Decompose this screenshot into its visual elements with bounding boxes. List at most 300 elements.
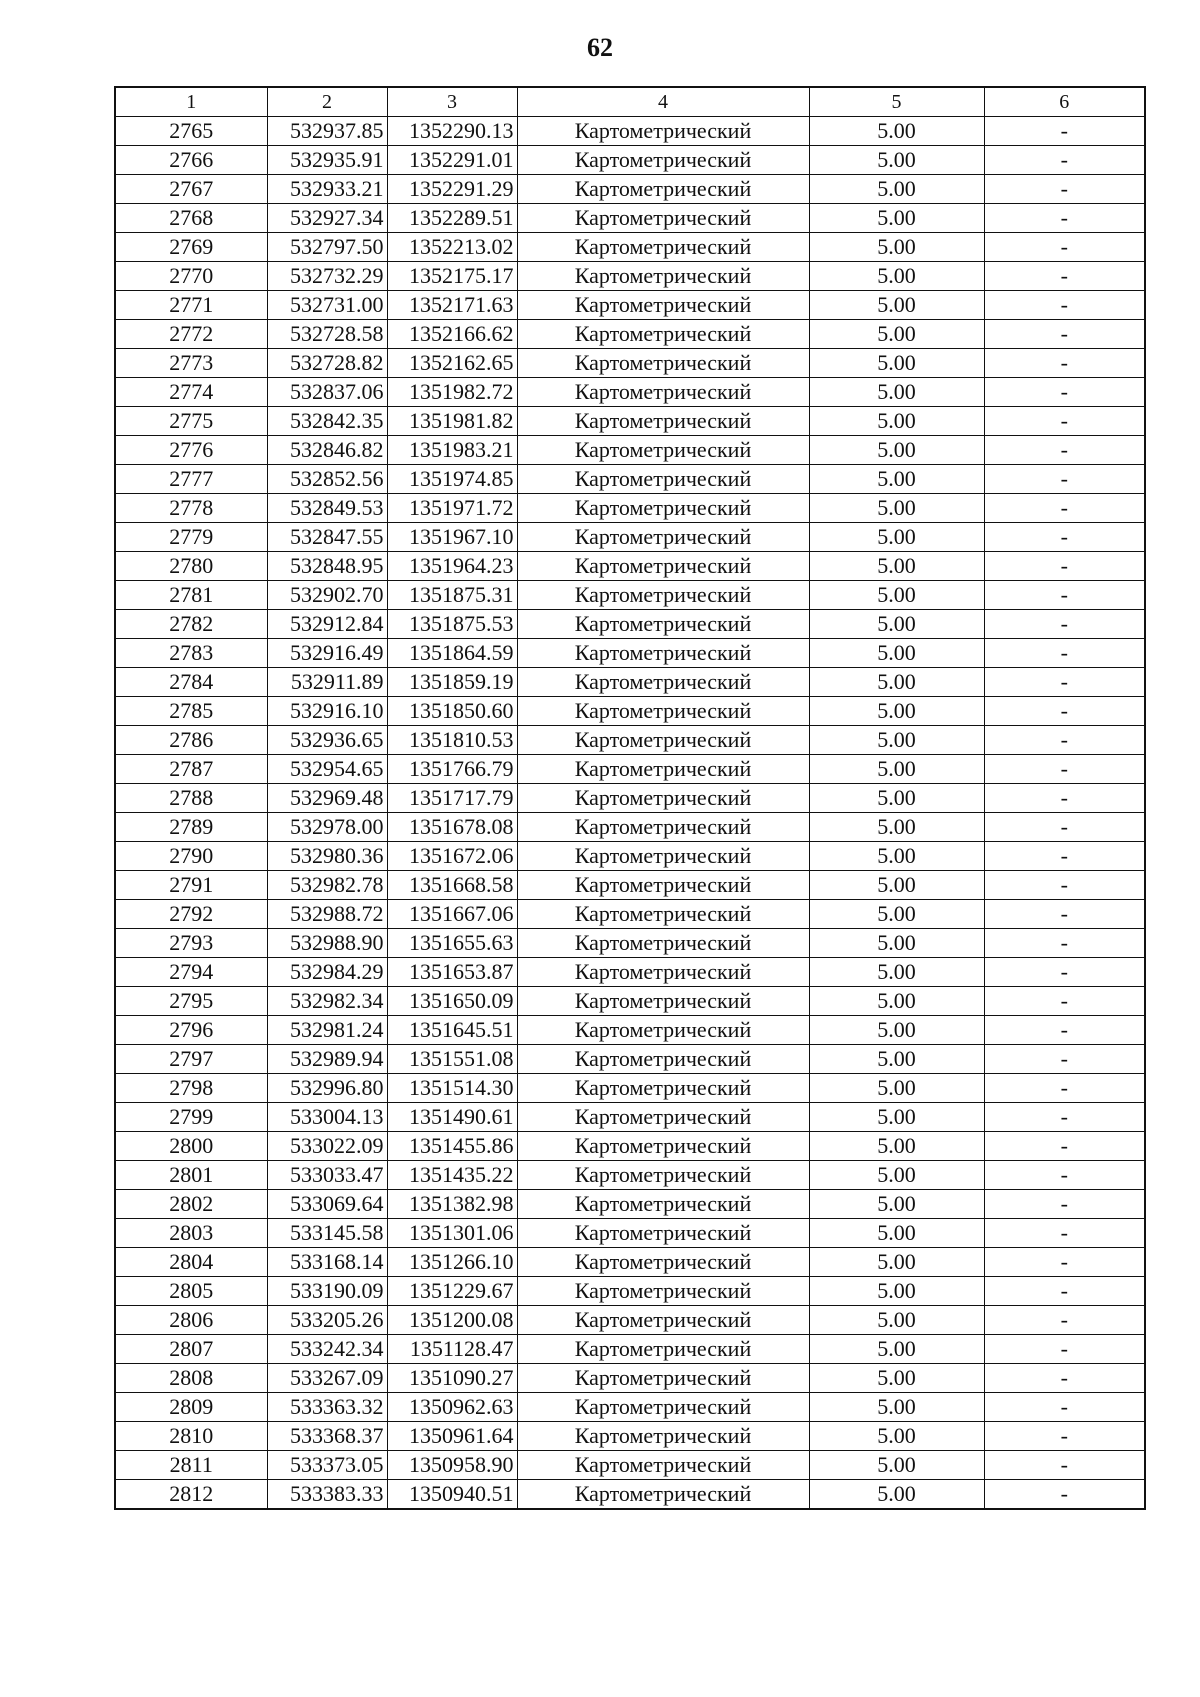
x-coordinate-cell: 532846.82 xyxy=(267,436,387,465)
table-row xyxy=(115,697,1145,726)
point-number-cell: 2791 xyxy=(115,871,267,900)
point-number-cell: 2787 xyxy=(115,755,267,784)
table-row xyxy=(115,320,1145,349)
accuracy-cell: 5.00 xyxy=(809,1045,984,1074)
method-cell: Картометрический xyxy=(517,755,809,784)
accuracy-cell: 5.00 xyxy=(809,1480,984,1510)
accuracy-cell: 5.00 xyxy=(809,755,984,784)
x-coordinate-cell: 532980.36 xyxy=(267,842,387,871)
table-row xyxy=(115,1422,1145,1451)
column-header-3: 3 xyxy=(387,87,517,117)
column-header-4: 4 xyxy=(517,87,809,117)
table-row xyxy=(115,900,1145,929)
method-cell: Картометрический xyxy=(517,726,809,755)
y-coordinate-cell: 1351717.79 xyxy=(387,784,517,813)
y-coordinate-cell: 1351981.82 xyxy=(387,407,517,436)
x-coordinate-cell: 532732.29 xyxy=(267,262,387,291)
method-cell: Картометрический xyxy=(517,871,809,900)
y-coordinate-cell: 1352291.29 xyxy=(387,175,517,204)
note-cell: - xyxy=(984,436,1145,465)
table-row xyxy=(115,494,1145,523)
x-coordinate-cell: 533190.09 xyxy=(267,1277,387,1306)
note-cell: - xyxy=(984,1422,1145,1451)
method-cell: Картометрический xyxy=(517,523,809,552)
point-number-cell: 2808 xyxy=(115,1364,267,1393)
table-row xyxy=(115,407,1145,436)
accuracy-cell: 5.00 xyxy=(809,1422,984,1451)
point-number-cell: 2786 xyxy=(115,726,267,755)
point-number-cell: 2770 xyxy=(115,262,267,291)
accuracy-cell: 5.00 xyxy=(809,1161,984,1190)
y-coordinate-cell: 1351974.85 xyxy=(387,465,517,494)
accuracy-cell: 5.00 xyxy=(809,1219,984,1248)
method-cell: Картометрический xyxy=(517,320,809,349)
note-cell: - xyxy=(984,726,1145,755)
y-coordinate-cell: 1351810.53 xyxy=(387,726,517,755)
accuracy-cell: 5.00 xyxy=(809,262,984,291)
x-coordinate-cell: 532989.94 xyxy=(267,1045,387,1074)
note-cell: - xyxy=(984,146,1145,175)
y-coordinate-cell: 1352291.01 xyxy=(387,146,517,175)
point-number-cell: 2765 xyxy=(115,117,267,146)
point-number-cell: 2782 xyxy=(115,610,267,639)
point-number-cell: 2795 xyxy=(115,987,267,1016)
x-coordinate-cell: 533267.09 xyxy=(267,1364,387,1393)
method-cell: Картометрический xyxy=(517,842,809,871)
accuracy-cell: 5.00 xyxy=(809,871,984,900)
y-coordinate-cell: 1351435.22 xyxy=(387,1161,517,1190)
accuracy-cell: 5.00 xyxy=(809,958,984,987)
note-cell: - xyxy=(984,349,1145,378)
note-cell: - xyxy=(984,1103,1145,1132)
y-coordinate-cell: 1351875.53 xyxy=(387,610,517,639)
y-coordinate-cell: 1351229.67 xyxy=(387,1277,517,1306)
y-coordinate-cell: 1351668.58 xyxy=(387,871,517,900)
y-coordinate-cell: 1351766.79 xyxy=(387,755,517,784)
method-cell: Картометрический xyxy=(517,1393,809,1422)
note-cell: - xyxy=(984,755,1145,784)
point-number-cell: 2799 xyxy=(115,1103,267,1132)
table-row xyxy=(115,813,1145,842)
method-cell: Картометрический xyxy=(517,987,809,1016)
note-cell: - xyxy=(984,784,1145,813)
note-cell: - xyxy=(984,958,1145,987)
table-row xyxy=(115,1335,1145,1364)
accuracy-cell: 5.00 xyxy=(809,1103,984,1132)
point-number-cell: 2812 xyxy=(115,1480,267,1510)
note-cell: - xyxy=(984,900,1145,929)
method-cell: Картометрический xyxy=(517,697,809,726)
table-row xyxy=(115,175,1145,204)
column-header-2: 2 xyxy=(267,87,387,117)
table-row xyxy=(115,958,1145,987)
note-cell: - xyxy=(984,987,1145,1016)
point-number-cell: 2774 xyxy=(115,378,267,407)
accuracy-cell: 5.00 xyxy=(809,407,984,436)
accuracy-cell: 5.00 xyxy=(809,349,984,378)
x-coordinate-cell: 532728.82 xyxy=(267,349,387,378)
method-cell: Картометрический xyxy=(517,233,809,262)
table-row xyxy=(115,552,1145,581)
point-number-cell: 2772 xyxy=(115,320,267,349)
point-number-cell: 2804 xyxy=(115,1248,267,1277)
note-cell: - xyxy=(984,117,1145,146)
y-coordinate-cell: 1351983.21 xyxy=(387,436,517,465)
note-cell: - xyxy=(984,1451,1145,1480)
table-row xyxy=(115,1306,1145,1335)
note-cell: - xyxy=(984,813,1145,842)
method-cell: Картометрический xyxy=(517,1422,809,1451)
point-number-cell: 2792 xyxy=(115,900,267,929)
table-row xyxy=(115,726,1145,755)
point-number-cell: 2784 xyxy=(115,668,267,697)
method-cell: Картометрический xyxy=(517,1451,809,1480)
table-row xyxy=(115,291,1145,320)
note-cell: - xyxy=(984,1219,1145,1248)
y-coordinate-cell: 1351090.27 xyxy=(387,1364,517,1393)
point-number-cell: 2805 xyxy=(115,1277,267,1306)
coordinates-table xyxy=(114,86,1146,1510)
x-coordinate-cell: 532731.00 xyxy=(267,291,387,320)
method-cell: Картометрический xyxy=(517,552,809,581)
table-row xyxy=(115,1248,1145,1277)
x-coordinate-cell: 532988.72 xyxy=(267,900,387,929)
accuracy-cell: 5.00 xyxy=(809,784,984,813)
method-cell: Картометрический xyxy=(517,1364,809,1393)
y-coordinate-cell: 1351964.23 xyxy=(387,552,517,581)
note-cell: - xyxy=(984,1248,1145,1277)
y-coordinate-cell: 1351490.61 xyxy=(387,1103,517,1132)
accuracy-cell: 5.00 xyxy=(809,813,984,842)
table-row xyxy=(115,1132,1145,1161)
y-coordinate-cell: 1351382.98 xyxy=(387,1190,517,1219)
point-number-cell: 2785 xyxy=(115,697,267,726)
point-number-cell: 2781 xyxy=(115,581,267,610)
note-cell: - xyxy=(984,1364,1145,1393)
note-cell: - xyxy=(984,1393,1145,1422)
method-cell: Картометрический xyxy=(517,900,809,929)
x-coordinate-cell: 533069.64 xyxy=(267,1190,387,1219)
table-row xyxy=(115,146,1145,175)
accuracy-cell: 5.00 xyxy=(809,900,984,929)
table-row xyxy=(115,465,1145,494)
table-row xyxy=(115,117,1145,146)
x-coordinate-cell: 532988.90 xyxy=(267,929,387,958)
note-cell: - xyxy=(984,1480,1145,1510)
table-row xyxy=(115,1480,1145,1510)
table-row xyxy=(115,262,1145,291)
x-coordinate-cell: 532797.50 xyxy=(267,233,387,262)
method-cell: Картометрический xyxy=(517,1277,809,1306)
note-cell: - xyxy=(984,929,1145,958)
x-coordinate-cell: 532849.53 xyxy=(267,494,387,523)
note-cell: - xyxy=(984,697,1145,726)
accuracy-cell: 5.00 xyxy=(809,146,984,175)
method-cell: Картометрический xyxy=(517,1480,809,1510)
point-number-cell: 2793 xyxy=(115,929,267,958)
y-coordinate-cell: 1351266.10 xyxy=(387,1248,517,1277)
accuracy-cell: 5.00 xyxy=(809,523,984,552)
y-coordinate-cell: 1351655.63 xyxy=(387,929,517,958)
accuracy-cell: 5.00 xyxy=(809,320,984,349)
y-coordinate-cell: 1351551.08 xyxy=(387,1045,517,1074)
y-coordinate-cell: 1351672.06 xyxy=(387,842,517,871)
table-row xyxy=(115,581,1145,610)
accuracy-cell: 5.00 xyxy=(809,639,984,668)
point-number-cell: 2775 xyxy=(115,407,267,436)
x-coordinate-cell: 532916.10 xyxy=(267,697,387,726)
point-number-cell: 2789 xyxy=(115,813,267,842)
x-coordinate-cell: 532984.29 xyxy=(267,958,387,987)
method-cell: Картометрический xyxy=(517,958,809,987)
method-cell: Картометрический xyxy=(517,1016,809,1045)
table-row xyxy=(115,610,1145,639)
method-cell: Картометрический xyxy=(517,175,809,204)
method-cell: Картометрический xyxy=(517,813,809,842)
y-coordinate-cell: 1351678.08 xyxy=(387,813,517,842)
point-number-cell: 2807 xyxy=(115,1335,267,1364)
table-row xyxy=(115,668,1145,697)
y-coordinate-cell: 1351200.08 xyxy=(387,1306,517,1335)
page-number: 62 xyxy=(587,33,613,62)
accuracy-cell: 5.00 xyxy=(809,233,984,262)
note-cell: - xyxy=(984,1335,1145,1364)
method-cell: Картометрический xyxy=(517,639,809,668)
column-header-1: 1 xyxy=(115,87,267,117)
x-coordinate-cell: 533368.37 xyxy=(267,1422,387,1451)
accuracy-cell: 5.00 xyxy=(809,1364,984,1393)
column-header-6: 6 xyxy=(984,87,1145,117)
point-number-cell: 2806 xyxy=(115,1306,267,1335)
note-cell: - xyxy=(984,1277,1145,1306)
y-coordinate-cell: 1352290.13 xyxy=(387,117,517,146)
method-cell: Картометрический xyxy=(517,407,809,436)
x-coordinate-cell: 533205.26 xyxy=(267,1306,387,1335)
note-cell: - xyxy=(984,1074,1145,1103)
x-coordinate-cell: 533168.14 xyxy=(267,1248,387,1277)
accuracy-cell: 5.00 xyxy=(809,1190,984,1219)
method-cell: Картометрический xyxy=(517,1132,809,1161)
table-body xyxy=(115,117,1145,1510)
table-row xyxy=(115,204,1145,233)
table-row xyxy=(115,1190,1145,1219)
accuracy-cell: 5.00 xyxy=(809,494,984,523)
y-coordinate-cell: 1351653.87 xyxy=(387,958,517,987)
x-coordinate-cell: 533033.47 xyxy=(267,1161,387,1190)
accuracy-cell: 5.00 xyxy=(809,378,984,407)
accuracy-cell: 5.00 xyxy=(809,1393,984,1422)
accuracy-cell: 5.00 xyxy=(809,1277,984,1306)
y-coordinate-cell: 1350940.51 xyxy=(387,1480,517,1510)
point-number-cell: 2776 xyxy=(115,436,267,465)
y-coordinate-cell: 1351667.06 xyxy=(387,900,517,929)
x-coordinate-cell: 532847.55 xyxy=(267,523,387,552)
x-coordinate-cell: 532842.35 xyxy=(267,407,387,436)
note-cell: - xyxy=(984,1161,1145,1190)
method-cell: Картометрический xyxy=(517,378,809,407)
accuracy-cell: 5.00 xyxy=(809,1016,984,1045)
accuracy-cell: 5.00 xyxy=(809,668,984,697)
point-number-cell: 2800 xyxy=(115,1132,267,1161)
y-coordinate-cell: 1352162.65 xyxy=(387,349,517,378)
accuracy-cell: 5.00 xyxy=(809,436,984,465)
x-coordinate-cell: 532916.49 xyxy=(267,639,387,668)
table-row xyxy=(115,1219,1145,1248)
note-cell: - xyxy=(984,233,1145,262)
accuracy-cell: 5.00 xyxy=(809,1451,984,1480)
y-coordinate-cell: 1350961.64 xyxy=(387,1422,517,1451)
table-row xyxy=(115,1103,1145,1132)
accuracy-cell: 5.00 xyxy=(809,1248,984,1277)
note-cell: - xyxy=(984,291,1145,320)
note-cell: - xyxy=(984,1306,1145,1335)
point-number-cell: 2798 xyxy=(115,1074,267,1103)
y-coordinate-cell: 1352213.02 xyxy=(387,233,517,262)
note-cell: - xyxy=(984,842,1145,871)
table-row xyxy=(115,1161,1145,1190)
x-coordinate-cell: 532728.58 xyxy=(267,320,387,349)
point-number-cell: 2810 xyxy=(115,1422,267,1451)
x-coordinate-cell: 532927.34 xyxy=(267,204,387,233)
y-coordinate-cell: 1350962.63 xyxy=(387,1393,517,1422)
accuracy-cell: 5.00 xyxy=(809,117,984,146)
method-cell: Картометрический xyxy=(517,1248,809,1277)
method-cell: Картометрический xyxy=(517,1190,809,1219)
table-row xyxy=(115,523,1145,552)
x-coordinate-cell: 533242.34 xyxy=(267,1335,387,1364)
accuracy-cell: 5.00 xyxy=(809,581,984,610)
table-row xyxy=(115,1016,1145,1045)
note-cell: - xyxy=(984,494,1145,523)
method-cell: Картометрический xyxy=(517,1306,809,1335)
point-number-cell: 2779 xyxy=(115,523,267,552)
method-cell: Картометрический xyxy=(517,1045,809,1074)
y-coordinate-cell: 1352171.63 xyxy=(387,291,517,320)
note-cell: - xyxy=(984,668,1145,697)
y-coordinate-cell: 1351967.10 xyxy=(387,523,517,552)
method-cell: Картометрический xyxy=(517,146,809,175)
accuracy-cell: 5.00 xyxy=(809,175,984,204)
table-row xyxy=(115,755,1145,784)
method-cell: Картометрический xyxy=(517,349,809,378)
x-coordinate-cell: 533145.58 xyxy=(267,1219,387,1248)
point-number-cell: 2780 xyxy=(115,552,267,581)
accuracy-cell: 5.00 xyxy=(809,697,984,726)
point-number-cell: 2767 xyxy=(115,175,267,204)
table-row xyxy=(115,1364,1145,1393)
method-cell: Картометрический xyxy=(517,1103,809,1132)
x-coordinate-cell: 532982.78 xyxy=(267,871,387,900)
x-coordinate-cell: 533022.09 xyxy=(267,1132,387,1161)
table-header-row xyxy=(115,87,1145,117)
table-row xyxy=(115,349,1145,378)
y-coordinate-cell: 1352166.62 xyxy=(387,320,517,349)
table-row xyxy=(115,1451,1145,1480)
method-cell: Картометрический xyxy=(517,1335,809,1364)
accuracy-cell: 5.00 xyxy=(809,204,984,233)
point-number-cell: 2777 xyxy=(115,465,267,494)
method-cell: Картометрический xyxy=(517,1074,809,1103)
y-coordinate-cell: 1350958.90 xyxy=(387,1451,517,1480)
accuracy-cell: 5.00 xyxy=(809,610,984,639)
point-number-cell: 2769 xyxy=(115,233,267,262)
note-cell: - xyxy=(984,1190,1145,1219)
table-row xyxy=(115,987,1145,1016)
method-cell: Картометрический xyxy=(517,610,809,639)
method-cell: Картометрический xyxy=(517,117,809,146)
x-coordinate-cell: 533363.32 xyxy=(267,1393,387,1422)
x-coordinate-cell: 532911.89 xyxy=(267,668,387,697)
point-number-cell: 2802 xyxy=(115,1190,267,1219)
note-cell: - xyxy=(984,552,1145,581)
column-header-5: 5 xyxy=(809,87,984,117)
point-number-cell: 2790 xyxy=(115,842,267,871)
accuracy-cell: 5.00 xyxy=(809,1306,984,1335)
y-coordinate-cell: 1352175.17 xyxy=(387,262,517,291)
accuracy-cell: 5.00 xyxy=(809,465,984,494)
table-row xyxy=(115,784,1145,813)
method-cell: Картометрический xyxy=(517,465,809,494)
x-coordinate-cell: 532848.95 xyxy=(267,552,387,581)
table-row xyxy=(115,929,1145,958)
table-row xyxy=(115,378,1145,407)
accuracy-cell: 5.00 xyxy=(809,1074,984,1103)
table-row xyxy=(115,1277,1145,1306)
point-number-cell: 2783 xyxy=(115,639,267,668)
point-number-cell: 2797 xyxy=(115,1045,267,1074)
note-cell: - xyxy=(984,407,1145,436)
y-coordinate-cell: 1351875.31 xyxy=(387,581,517,610)
y-coordinate-cell: 1351859.19 xyxy=(387,668,517,697)
method-cell: Картометрический xyxy=(517,204,809,233)
accuracy-cell: 5.00 xyxy=(809,842,984,871)
point-number-cell: 2811 xyxy=(115,1451,267,1480)
x-coordinate-cell: 532981.24 xyxy=(267,1016,387,1045)
note-cell: - xyxy=(984,262,1145,291)
y-coordinate-cell: 1351301.06 xyxy=(387,1219,517,1248)
point-number-cell: 2796 xyxy=(115,1016,267,1045)
y-coordinate-cell: 1351128.47 xyxy=(387,1335,517,1364)
point-number-cell: 2773 xyxy=(115,349,267,378)
x-coordinate-cell: 532852.56 xyxy=(267,465,387,494)
note-cell: - xyxy=(984,581,1145,610)
method-cell: Картометрический xyxy=(517,494,809,523)
table-row xyxy=(115,639,1145,668)
method-cell: Картометрический xyxy=(517,436,809,465)
point-number-cell: 2768 xyxy=(115,204,267,233)
y-coordinate-cell: 1352289.51 xyxy=(387,204,517,233)
note-cell: - xyxy=(984,1016,1145,1045)
x-coordinate-cell: 532954.65 xyxy=(267,755,387,784)
x-coordinate-cell: 532935.91 xyxy=(267,146,387,175)
accuracy-cell: 5.00 xyxy=(809,291,984,320)
note-cell: - xyxy=(984,1132,1145,1161)
note-cell: - xyxy=(984,465,1145,494)
accuracy-cell: 5.00 xyxy=(809,1335,984,1364)
note-cell: - xyxy=(984,610,1145,639)
point-number-cell: 2794 xyxy=(115,958,267,987)
y-coordinate-cell: 1351971.72 xyxy=(387,494,517,523)
table-row xyxy=(115,233,1145,262)
x-coordinate-cell: 532978.00 xyxy=(267,813,387,842)
x-coordinate-cell: 533004.13 xyxy=(267,1103,387,1132)
note-cell: - xyxy=(984,378,1145,407)
note-cell: - xyxy=(984,639,1145,668)
table-row xyxy=(115,1393,1145,1422)
point-number-cell: 2778 xyxy=(115,494,267,523)
point-number-cell: 2801 xyxy=(115,1161,267,1190)
note-cell: - xyxy=(984,523,1145,552)
